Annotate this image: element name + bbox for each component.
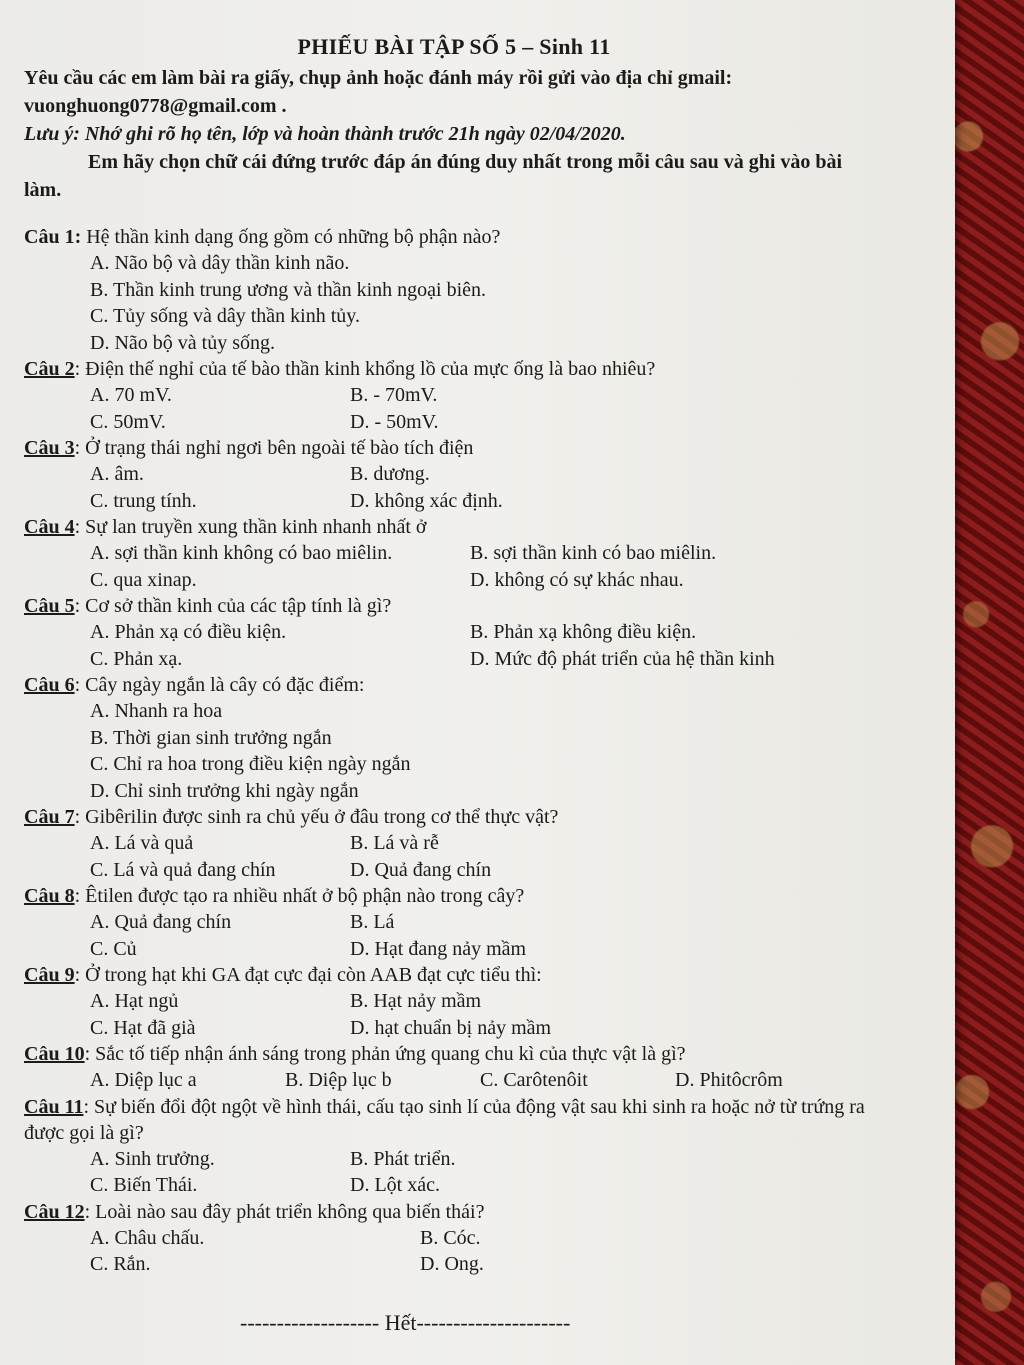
option-c: C. Hạt đã già [90, 1016, 196, 1039]
question-label: Câu 1: [24, 226, 82, 248]
question-4 [24, 514, 904, 593]
question-3 [24, 435, 904, 514]
option-b: B. Lá và rễ [350, 832, 439, 854]
question-label: Câu 7 [24, 806, 75, 828]
option-d: D. Phitôcrôm [675, 1069, 783, 1091]
question-10 [24, 1041, 904, 1094]
question-list [24, 224, 904, 1278]
question-label: Câu 8 [24, 885, 75, 907]
option-c: C. Lá và quả đang chín [90, 858, 276, 881]
option-d: D. Não bộ và tủy sống. [90, 331, 275, 354]
option-a: A. Phản xạ có điều kiện. [90, 621, 287, 643]
page-title: PHIẾU BÀI TẬP SỐ 5 – Sinh 11 [297, 34, 611, 59]
option-a: A. Hạt ngủ [90, 990, 179, 1012]
option-d: D. Quả đang chín [350, 858, 492, 881]
option-a: A. Nhanh ra hoa [90, 700, 223, 722]
question-label: Câu 9 [24, 964, 75, 986]
worksheet-header [24, 34, 884, 204]
question-text: : Loài nào sau đây phát triển không qua biến thái? [84, 1200, 485, 1223]
option-d: D. Chỉ sinh trưởng khi ngày ngắn [90, 779, 359, 802]
question-text: : Cây ngày ngắn là cây có đặc điểm: [74, 674, 365, 696]
question-6 [24, 672, 904, 804]
question-label: Câu 5 [24, 595, 75, 617]
question-12 [24, 1199, 904, 1278]
question-8 [24, 883, 904, 962]
option-c: C. Củ [90, 937, 137, 960]
end-marker: ------------------- Hết--------------------- [240, 1310, 571, 1335]
option-c: C. Chỉ ra hoa trong điều kiện ngày ngắn [90, 753, 411, 775]
option-a: A. Quả đang chín [90, 911, 232, 933]
question-2 [24, 356, 904, 435]
question-1 [24, 224, 904, 356]
option-b: B. sợi thần kinh có bao miêlin. [470, 542, 717, 564]
option-b: B. Phản xạ không điều kiện. [470, 621, 697, 643]
option-b: B. Lá [350, 911, 395, 933]
option-c: C. Biến Thái. [90, 1174, 198, 1196]
option-b: B. Hạt nảy mầm [350, 990, 482, 1012]
question-label: Câu 11 [24, 1095, 84, 1118]
question-text: : Ở trạng thái nghỉ ngơi bên ngoài tế bào tích điện [74, 437, 474, 459]
option-c: C. trung tính. [90, 489, 197, 512]
question-text: : Sự biến đổi đột ngột về hình thái, cấu tạo sinh lí của động vật sau khi sinh ra hoặc nở từ trứng ra được gọi là gì? [24, 1095, 865, 1144]
question-text: : Sắc tố tiếp nhận ánh sáng trong phản ứng quang chu kì của thực vật là gì? [84, 1043, 686, 1065]
option-d: D. Mức độ phát triển của hệ thần kinh [470, 647, 775, 670]
option-b: B. Diệp lục b [285, 1069, 392, 1091]
option-c: C. qua xinap. [90, 568, 197, 591]
option-c: C. Carôtenôit [480, 1069, 588, 1091]
option-a: A. Diệp lục a [90, 1069, 197, 1091]
option-b: B. dương. [350, 463, 430, 485]
deadline-note: Lưu ý: Nhớ ghi rõ họ tên, lớp và hoàn thành trước 21h ngày 02/04/2020. [24, 123, 626, 145]
option-a: A. sợi thần kinh không có bao miêlin. [90, 542, 393, 564]
question-text: Hệ thần kinh dạng ống gồm có những bộ phận nào? [81, 226, 501, 248]
question-label: Câu 10 [24, 1043, 85, 1065]
option-d: D. Hạt đang nảy mầm [350, 937, 527, 960]
option-b: B. Thần kinh trung ương và thần kinh ngoại biên. [90, 278, 486, 301]
option-a: A. Sinh trưởng. [90, 1147, 215, 1170]
question-text: : Ở trong hạt khi GA đạt cực đại còn AAB đạt cực tiểu thì: [74, 964, 542, 986]
option-b: B. Phát triển. [350, 1147, 456, 1170]
option-b: B. - 70mV. [350, 384, 438, 406]
background-fabric [944, 0, 1024, 1365]
question-label: Câu 6 [24, 674, 75, 696]
question-11 [24, 1094, 904, 1199]
option-a: A. Lá và quả [90, 832, 194, 854]
option-d: D. Ong. [420, 1253, 484, 1275]
option-b: B. Thời gian sinh trưởng ngắn [90, 726, 332, 749]
submission-instructions: Yêu cầu các em làm bài ra giấy, chụp ảnh hoặc đánh máy rồi gửi vào địa chỉ gmail: vuonghuong0778@gmail.com . [24, 67, 733, 117]
question-label: Câu 12 [24, 1200, 85, 1223]
question-text: : Êtilen được tạo ra nhiều nhất ở bộ phận nào trong cây? [74, 885, 525, 907]
answer-instruction: Em hãy chọn chữ cái đứng trước đáp án đúng duy nhất trong mỗi câu sau và ghi vào bài làm. [24, 151, 843, 201]
question-label: Câu 3 [24, 437, 75, 459]
option-d: D. không xác định. [350, 489, 503, 512]
option-d: D. Lột xác. [350, 1174, 440, 1196]
question-text: : Sự lan truyền xung thần kinh nhanh nhất ở [74, 516, 427, 538]
option-a: A. Não bộ và dây thần kinh não. [90, 252, 350, 274]
option-a: A. Châu chấu. [90, 1226, 205, 1249]
question-9 [24, 962, 904, 1041]
option-c: C. Rắn. [90, 1253, 151, 1275]
question-5 [24, 593, 904, 672]
option-a: A. âm. [90, 463, 144, 485]
question-text: : Điện thế nghỉ của tế bào thần kinh khổng lồ của mực ống là bao nhiêu? [74, 358, 656, 380]
option-a: A. 70 mV. [90, 384, 172, 406]
question-text: : Gibêrilin được sinh ra chủ yếu ở đâu trong cơ thể thực vật? [74, 806, 559, 828]
option-c: C. Tủy sống và dây thần kinh tủy. [90, 305, 360, 327]
option-b: B. Cóc. [420, 1226, 481, 1249]
option-d: D. hạt chuẩn bị nảy mầm [350, 1016, 552, 1039]
question-text: : Cơ sở thần kinh của các tập tính là gì? [74, 595, 392, 617]
question-label: Câu 2 [24, 358, 75, 380]
option-c: C. Phản xạ. [90, 647, 183, 670]
question-7 [24, 804, 904, 883]
question-label: Câu 4 [24, 516, 75, 538]
option-c: C. 50mV. [90, 410, 166, 433]
option-d: D. không có sự khác nhau. [470, 568, 684, 591]
option-d: D. - 50mV. [350, 410, 439, 433]
